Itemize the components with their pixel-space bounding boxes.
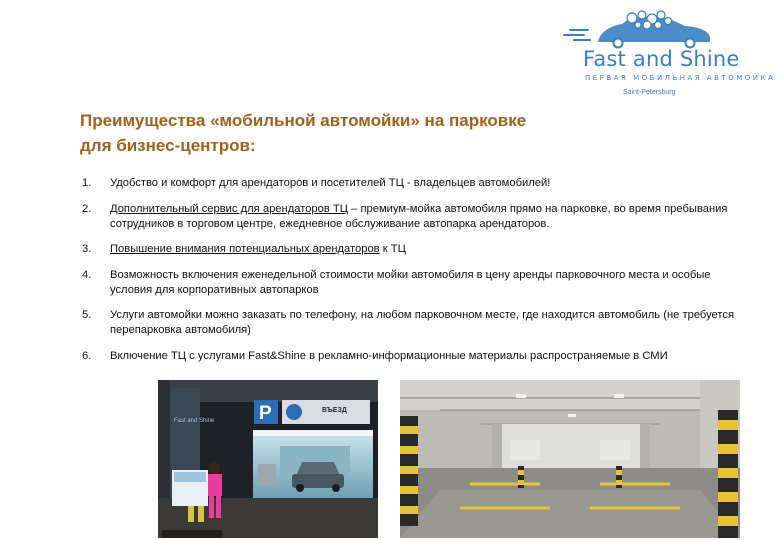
list-item (82, 308, 738, 338)
list-item (82, 176, 738, 191)
item-number: 3. (82, 243, 92, 255)
logo-city: Saint-Petersburg (623, 89, 676, 96)
item-text: к ТЦ (379, 243, 406, 255)
logo-subtitle: ПЕРВАЯ МОБИЛЬНАЯ АВТОМОЙКА (585, 74, 776, 82)
entry-sign: ВЪЕЗД (322, 407, 347, 414)
item-text: Включение ТЦ с услугами Fast&Shine в рекламно-информационные материалы распространяемые в СМИ (110, 349, 668, 362)
banner-text: Fast and Shine (174, 418, 215, 424)
company-logo (560, 10, 775, 105)
list-item (82, 268, 738, 298)
parking-entrance-photo (158, 380, 378, 538)
title-line-1: Преимущества «мобильной автомойки» на парковке (80, 111, 527, 130)
page-title (80, 108, 700, 158)
title-line-2: для бизнес-центров: (80, 136, 256, 155)
item-number: 2. (82, 202, 92, 215)
underground-parking-photo (400, 380, 740, 538)
parking-sign: P (259, 403, 272, 424)
item-text: Удобство и комфорт для арендаторов и посетителей ТЦ - владельцев автомобилей! (110, 177, 551, 189)
list-item (82, 202, 738, 232)
item-text: Возможность включения еженедельной стоимости мойки автомобиля в цену аренды парковочного места и особые условия для корпоративных автопарков (110, 268, 711, 296)
item-text: Услуги автомойки можно заказать по телефону, на любом парковочном месте, где находится автомобиль (не требуется перепарковка автомобиля) (110, 309, 735, 336)
item-lead: Повышение внимания потенциальных арендаторов (110, 243, 380, 255)
item-text: – премиум-мойка автомобиля прямо на парковке, во время пребывания сотрудников в торговом центре, ежедневное обслуживание автопарка арендаторов. (110, 202, 728, 230)
logo-title: Fast and Shine (583, 47, 740, 71)
item-number: 5. (82, 309, 92, 321)
list-item (82, 242, 738, 257)
benefits-list (82, 176, 738, 374)
item-number: 1. (82, 177, 92, 189)
list-item (82, 349, 738, 364)
item-number: 6. (82, 349, 92, 362)
item-lead: Дополнительный сервис для арендаторов ТЦ (110, 202, 349, 215)
car-bubbles-icon (560, 10, 775, 50)
item-number: 4. (82, 268, 92, 281)
